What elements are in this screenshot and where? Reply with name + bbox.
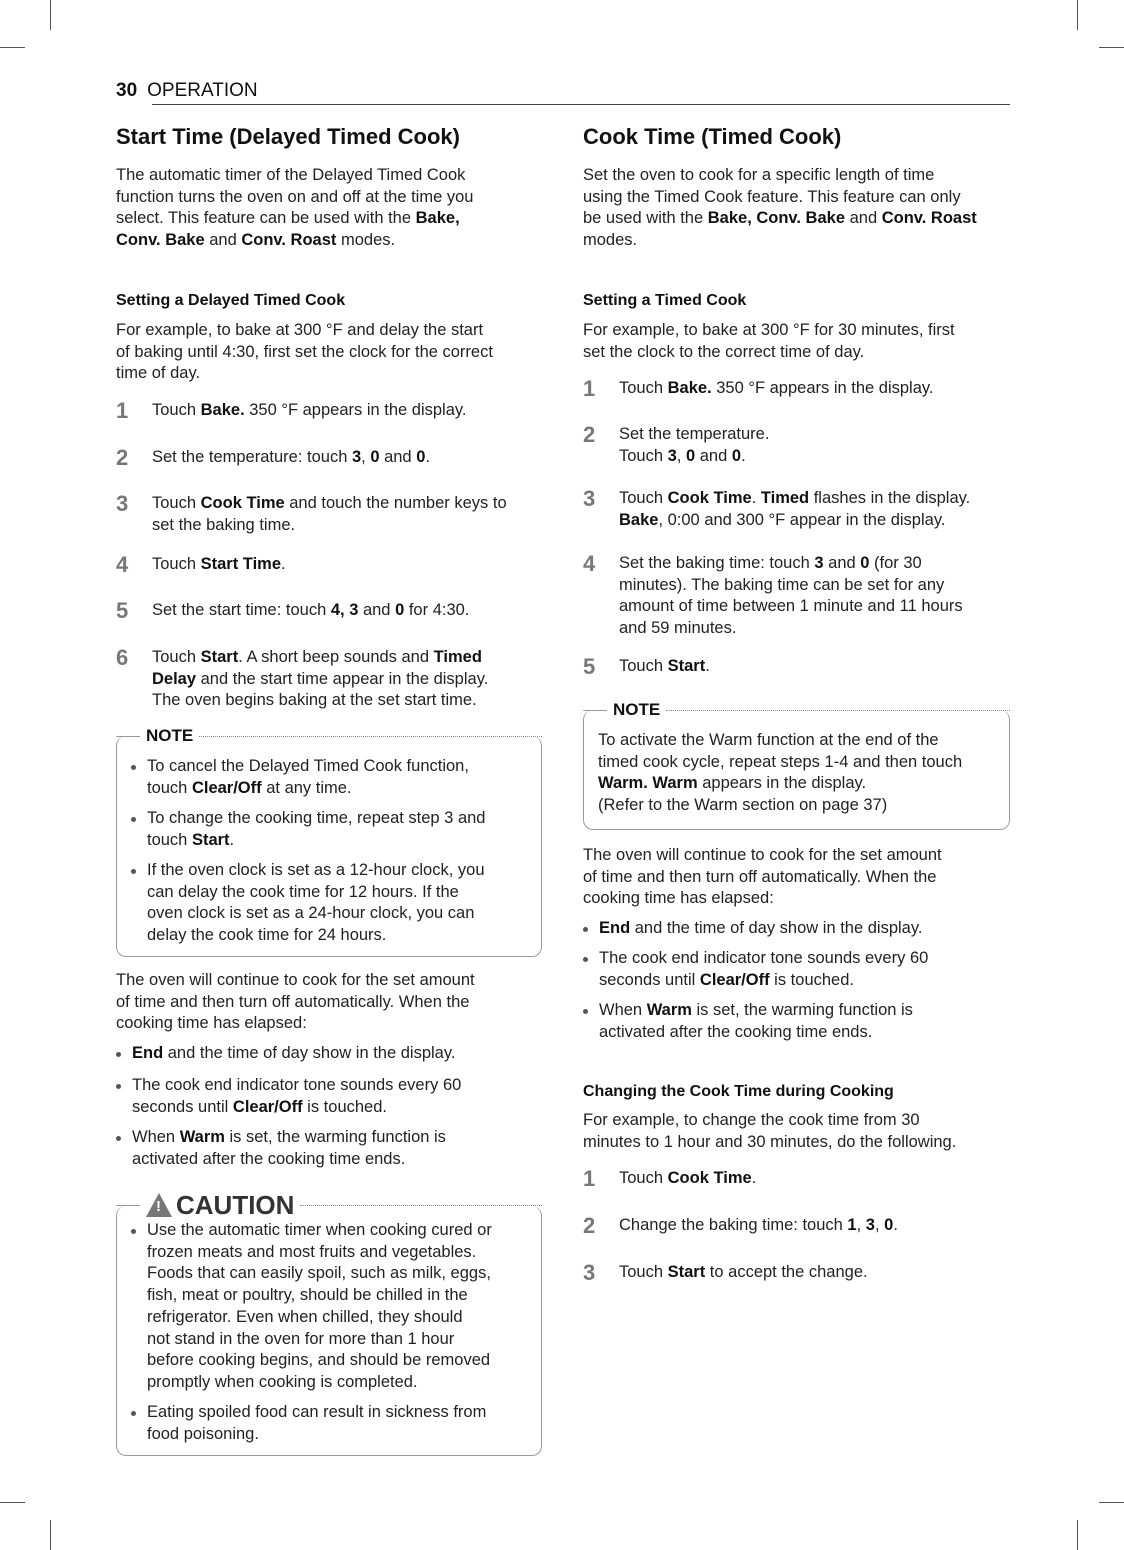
example-paragraph	[583, 1110, 1023, 1153]
bold-text: Clear/Off	[232, 1097, 303, 1116]
text-run: and	[204, 231, 242, 250]
text-run: Change the baking time: touch	[619, 1216, 848, 1234]
text-run: The oven will continue to cook for the set amount of time and then turn off automatically. When the cooking time has elapsed:	[116, 971, 475, 1033]
bold-text: Cook Time	[667, 1169, 752, 1187]
step-text	[152, 447, 562, 469]
bold-text: Conv. Roast	[241, 231, 337, 250]
text-run: Touch	[619, 489, 668, 507]
step-text	[152, 647, 562, 712]
text-run: to accept the change.	[705, 1263, 868, 1281]
bold-text: Start	[191, 830, 230, 849]
section-heading-start-time: Start Time (Delayed Timed Cook)	[116, 124, 460, 149]
text-run: and	[823, 554, 861, 572]
bold-text: 4, 3	[330, 601, 359, 619]
text-run: is set, the warming function is activated after the cooking time ends.	[132, 1128, 446, 1168]
bold-text: Bake.	[667, 379, 712, 397]
bullet-icon	[131, 817, 136, 822]
bold-text: Warm	[646, 1001, 692, 1019]
text-run: .	[893, 1216, 898, 1234]
note-box	[583, 700, 1010, 830]
text-run: Set the temperature. Touch	[619, 425, 770, 465]
bullet-icon	[583, 927, 588, 932]
text-run: The automatic timer of the Delayed Timed Cook function turns the oven on and off at the time you select. This feature can be used with the	[116, 166, 474, 228]
step-text	[152, 600, 562, 622]
intro-paragraph	[116, 165, 556, 252]
step-number: 5	[583, 654, 596, 679]
step-number: 4	[583, 551, 596, 576]
step-text	[619, 378, 1029, 400]
bold-text: 1	[847, 1216, 857, 1234]
caution-box	[116, 1189, 542, 1456]
bullet-text	[147, 1220, 547, 1394]
text-run: appears in the display. (Refer to the Warm section on page 37)	[598, 774, 888, 815]
crop-mark	[1077, 0, 1078, 30]
text-run: Set the start time: touch	[152, 601, 331, 619]
bullet-icon	[131, 869, 136, 874]
after-paragraph	[583, 845, 1023, 910]
bold-text: Start	[667, 1263, 706, 1281]
text-run: Set the temperature: touch	[152, 448, 352, 466]
intro-paragraph	[583, 165, 1023, 252]
bullet-text	[599, 948, 999, 991]
text-run: , 0:00 and 300 °F appear in the display.	[658, 510, 946, 529]
step-number: 6	[116, 645, 129, 670]
bullet-text	[132, 1127, 532, 1170]
crop-mark	[1099, 1502, 1124, 1503]
bold-text: Clear/Off	[191, 778, 262, 797]
text-run: Touch	[152, 401, 201, 419]
step-text	[152, 554, 562, 576]
text-run: (for 30 minutes). The baking time can be set for any amount of time between 1 minute and 11 hours and 59 minutes.	[619, 554, 963, 638]
bold-text: Bake	[619, 510, 659, 529]
text-run: is touched.	[302, 1097, 387, 1116]
text-run: and the time of day show in the display.	[163, 1044, 456, 1062]
bold-text: 0	[860, 554, 870, 572]
text-run: at any time.	[261, 778, 352, 797]
text-run: Set the baking time: touch	[619, 554, 815, 572]
text-run: Touch	[619, 1169, 668, 1187]
crop-mark	[50, 0, 51, 30]
header-rule	[152, 104, 1010, 105]
bullet-text	[147, 756, 547, 799]
page-header	[116, 80, 258, 102]
text-run: modes.	[583, 231, 638, 250]
bold-text: End	[132, 1044, 164, 1062]
text-run: When	[599, 1001, 647, 1019]
note-title: NOTE	[146, 726, 194, 745]
note-text	[598, 730, 1008, 817]
bold-text: Warm. Warm	[598, 774, 698, 793]
text-run: .	[705, 657, 710, 675]
bold-text: Bake.	[200, 401, 245, 419]
bold-text: Cook Time	[667, 489, 752, 507]
step-text	[152, 400, 562, 422]
bullet-icon	[131, 765, 136, 770]
bullet-icon	[583, 1009, 588, 1014]
bold-text: Start	[667, 657, 706, 675]
text-run: When	[132, 1128, 180, 1146]
text-run: To change the cooking time, repeat step 3 and touch	[147, 809, 486, 849]
text-run: and the start time appear in the display. The oven begins baking at the set start time.	[152, 669, 489, 710]
bold-text: Bake, Conv. Bake	[116, 209, 460, 250]
text-run: To activate the Warm function at the end of the timed cook cycle, repeat steps 1-4 and then touch	[598, 731, 963, 771]
crop-mark	[50, 1520, 51, 1550]
bullet-icon	[116, 1052, 121, 1057]
step-text	[619, 1215, 1029, 1237]
text-run: ,	[874, 1216, 885, 1234]
text-run: Use the automatic timer when cooking cured or frozen meats and most fruits and vegetables. Foods that can easily spoil, such as milk, eggs, fish, meat or poultry, should be chilled in the refrigerator. Even when chilled, they should not stand in the oven for more than 1 hour before cooking begins, and should be removed promptly when cooking is completed.	[147, 1221, 492, 1391]
bold-text: Clear/Off	[699, 970, 770, 989]
text-run: Set the oven to cook for a specific length of time using the Timed Cook feature. This feature can only be used with the	[583, 166, 961, 228]
step-text	[619, 424, 1029, 467]
caution-title: CAUTION	[176, 1189, 295, 1220]
text-run: Touch	[619, 1263, 668, 1281]
subheading: Setting a Timed Cook	[583, 292, 747, 309]
bold-text: 3	[814, 554, 824, 572]
bullet-icon	[116, 1136, 121, 1141]
bold-text: 0	[884, 1216, 894, 1234]
text-run: is set, the warming function is activated after the cooking time ends.	[599, 1001, 913, 1041]
example-paragraph	[583, 320, 1023, 363]
text-run: and	[379, 448, 417, 466]
text-run: The cook end indicator tone sounds every 60 seconds until	[132, 1076, 462, 1116]
text-run: is touched.	[769, 970, 854, 989]
bullet-text	[132, 1043, 532, 1065]
step-number: 1	[583, 376, 596, 401]
subheading: Changing the Cook Time during Cooking	[583, 1083, 894, 1100]
text-run: For example, to bake at 300 °F for 30 minutes, first set the clock to the correct time of day.	[583, 321, 955, 361]
crop-mark	[0, 1502, 25, 1503]
text-run: To cancel the Delayed Timed Cook function, touch	[147, 757, 469, 797]
bold-text: Bake, Conv. Bake	[707, 209, 846, 228]
text-run: The cook end indicator tone sounds every 60 seconds until	[599, 949, 929, 989]
warning-triangle-icon	[146, 1193, 172, 1217]
bold-text: 0	[685, 446, 696, 465]
bullet-icon	[116, 1084, 121, 1089]
bullet-icon	[583, 957, 588, 962]
step-number: 2	[116, 445, 129, 470]
crop-mark	[0, 47, 25, 48]
text-run: If the oven clock is set as a 12-hour clock, you can delay the cook time for 12 hours. If the oven clock is set as a 24-hour clock, you can delay the cook time for 24 hours.	[147, 861, 485, 945]
section-title: OPERATION	[147, 80, 258, 101]
bullet-text	[147, 1402, 547, 1445]
text-run: Touch	[619, 657, 668, 675]
text-run: For example, to bake at 300 °F and delay the start of baking until 4:30, first set the clock for the correct time of day.	[116, 321, 493, 383]
text-run: Eating spoiled food can result in sickness from food poisoning.	[147, 1403, 487, 1443]
example-paragraph	[116, 320, 556, 385]
text-run: Touch	[152, 555, 201, 573]
step-number: 1	[583, 1166, 596, 1191]
step-number: 3	[583, 1260, 596, 1285]
step-text	[619, 656, 1029, 678]
text-run: Touch	[619, 379, 668, 397]
bullet-icon	[131, 1411, 136, 1416]
bold-text: Cook Time	[200, 494, 285, 512]
bullet-icon	[131, 1229, 136, 1234]
step-number: 2	[583, 1213, 596, 1238]
subheading: Setting a Delayed Timed Cook	[116, 292, 346, 309]
bold-text: 0	[731, 446, 742, 465]
bullet-text	[599, 1000, 999, 1043]
note-title: NOTE	[613, 700, 661, 719]
bold-text: End	[599, 919, 631, 937]
text-run: For example, to change the cook time from 30 minutes to 1 hour and 30 minutes, do the following.	[583, 1111, 957, 1151]
step-text	[619, 1168, 1029, 1190]
step-number: 3	[116, 491, 129, 516]
text-run: and	[358, 601, 396, 619]
bullet-text	[147, 860, 547, 947]
bold-text: 3	[667, 446, 677, 465]
step-text	[152, 493, 562, 536]
text-run: 350 °F appears in the display.	[711, 379, 934, 397]
after-paragraph	[116, 970, 556, 1035]
step-number: 2	[583, 422, 596, 447]
text-run: and the time of day show in the display.	[630, 919, 923, 937]
text-run: .	[751, 489, 761, 507]
text-run: for 4:30.	[404, 601, 470, 619]
bold-text: 0	[395, 601, 405, 619]
text-run: The oven will continue to cook for the set amount of time and then turn off automatically. When the cooking time has elapsed:	[583, 846, 942, 908]
text-run: .	[741, 446, 746, 465]
text-run: and	[695, 446, 732, 465]
text-run: flashes in the display.	[813, 489, 971, 507]
section-heading-cook-time: Cook Time (Timed Cook)	[583, 124, 842, 149]
bold-text: 0	[370, 448, 380, 466]
step-text	[619, 488, 1029, 531]
crop-mark	[1099, 47, 1124, 48]
step-text	[619, 1262, 1029, 1284]
text-run: Touch	[152, 648, 201, 666]
note-box	[116, 726, 542, 957]
bold-text: Timed	[760, 489, 810, 507]
text-run: 350 °F appears in the display.	[244, 401, 467, 419]
bold-text: 3	[865, 1216, 875, 1234]
bold-text: 3	[351, 448, 362, 466]
bullet-text	[132, 1075, 532, 1118]
bold-text: 0	[416, 448, 426, 466]
text-run: ,	[856, 1216, 866, 1234]
text-run: .	[229, 830, 235, 849]
text-run: modes.	[336, 231, 396, 250]
text-run: .	[281, 555, 286, 573]
bold-text: Warm	[179, 1128, 225, 1146]
bold-text: Start	[200, 648, 239, 666]
page-number: 30	[116, 80, 138, 101]
step-number: 5	[116, 598, 129, 623]
text-run: . A short beep sounds and	[238, 648, 434, 666]
step-text	[619, 553, 1029, 640]
text-run: Touch	[152, 494, 201, 512]
bullet-text	[147, 808, 547, 851]
bold-text: Conv. Roast	[881, 209, 977, 228]
text-run: and touch the number keys to set the baking time.	[152, 494, 507, 534]
text-run: .	[425, 448, 430, 466]
step-number: 3	[583, 486, 596, 511]
text-run: and	[845, 209, 882, 228]
step-number: 4	[116, 552, 129, 577]
bold-text: Timed Delay	[152, 648, 482, 688]
text-run: ,	[361, 448, 371, 466]
step-number: 1	[116, 398, 129, 423]
text-run: .	[751, 1169, 757, 1187]
text-run: ,	[676, 446, 686, 465]
bullet-text	[599, 918, 999, 940]
bold-text: Start Time	[200, 555, 282, 573]
crop-mark	[1077, 1520, 1078, 1550]
